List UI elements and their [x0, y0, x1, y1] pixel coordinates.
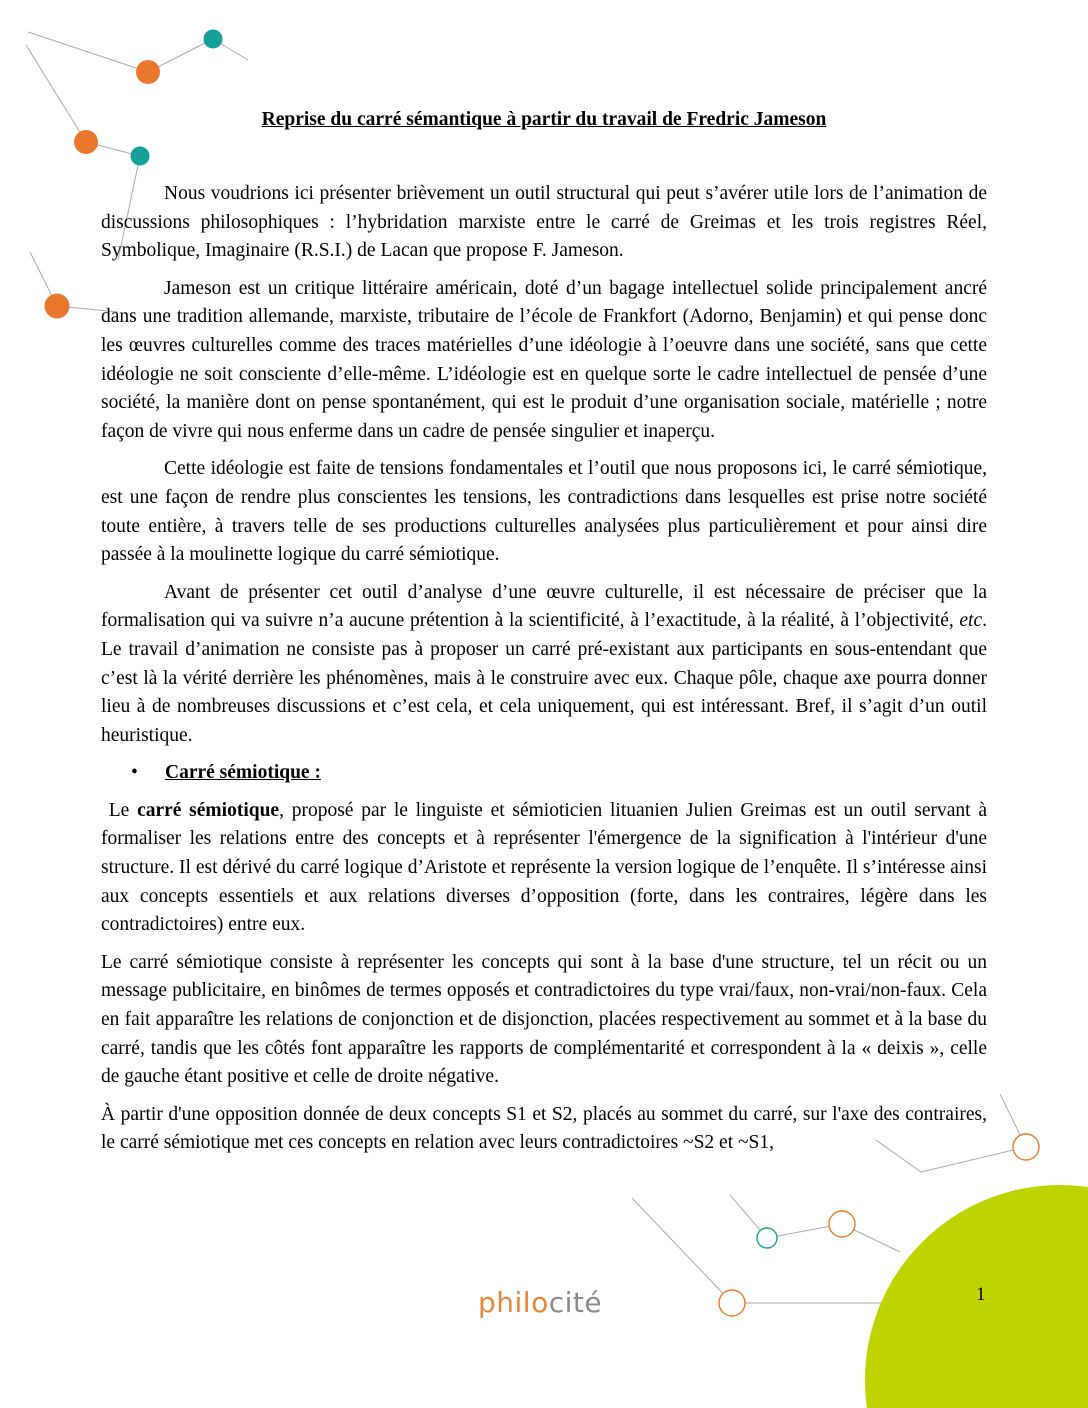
- bullet-icon: •: [131, 762, 138, 784]
- logo-part-cite: cité: [548, 1286, 603, 1319]
- text-run: Le: [108, 799, 138, 821]
- orange-ring-node-icon: [1013, 1134, 1039, 1160]
- section-heading: Carré sémiotique :: [165, 762, 321, 784]
- text-run: , proposé par le linguiste et sémioticien lituanien Julien Greimas est un outil servant à formaliser les relations entre des concepts et à représenter l'émergence de la signification à l'intérieur d'une structure. Il est dérivé du carré logique d’Aristote et représente la version logique de l’enquête. Il s’intéresse ainsi aux concepts essentiels et aux relations diverses d’opposition (forte, dans les contraires, légère dans les contradictoires) entre eux.: [101, 799, 987, 936]
- text-run: Avant de présenter cet outil d’analyse d’une œuvre culturelle, il est nécessaire de préciser que la formalisation qui va suivre n’a aucune prétention à la scientificité, à l’exactitude, à la réalité, à l’objectivité,: [101, 581, 987, 632]
- orange-ring-node-icon: [829, 1211, 855, 1237]
- philocite-logo: [478, 1286, 602, 1319]
- paragraph-definition: [101, 797, 987, 940]
- document-title: Reprise du carré sémantique à partir du travail de Fredric Jameson: [261, 109, 827, 130]
- paragraph-ideologie: Cette idéologie est faite de tensions fondamentales et l’outil que nous proposons ici, le carré sémiotique, est une façon de rendre plus conscientes les tensions, les contradictions dans lesquelles est prise notre société toute entière, à travers telle de ses productions culturelles analysées plus particulièrement et pour ainsi dire passée à la moulinette logique du carré sémiotique.: [101, 458, 987, 566]
- logo-part-philo: philo: [478, 1286, 549, 1319]
- teal-node-icon: [204, 30, 223, 49]
- page-number: 1: [976, 1284, 986, 1305]
- orange-node-icon: [136, 60, 160, 84]
- paragraph-intro: Nous voudrions ici présenter brièvement un outil structural qui peut s’avérer utile lors de l’animation de discussions philosophiques : l’hybridation marxiste entre le carré de Greimas et les trois registres Réel, Symbolique, Imaginaire (R.S.I.) de Lacan que propose F. Jameson.: [101, 183, 987, 262]
- paragraph-opposition: À partir d'une opposition donnée de deux concepts S1 et S2, placés au sommet du carré, sur l'axe des contraires, le carré sémiotique met ces concepts en relation avec leurs contradictoires ~S2 et ~S1,: [101, 1103, 987, 1154]
- text-run: . Le travail d’animation ne consiste pas à proposer un carré pré-existant aux participants en sous-entendant que c’est là la vérité derrière les phénomènes, mais à le construire avec eux. Chaque pôle, chaque axe pourra donner lieu à de nombreuses discussions et c’est cela, et cela uniquement, qui est intéressant. Bref, il s’agit d’un outil heuristique.: [101, 610, 987, 746]
- paragraph-jameson: Jameson est un critique littéraire américain, doté d’un bagage intellectuel solide principalement ancré dans une tradition allemande, marxiste, tributaire de l’école de Frankfort (Adorno, Benjamin) et qui pense donc les œuvres culturelles comme des traces matérielles d’une idéologie à l’oeuvre dans une société, sans que cette idéologie ne soit consciente d’elle-même. L’idéologie est en quelque sorte le cadre intellectuel de pensée d’une société, la manière dont on pense spontanément, qui est le produit d’une organisation sociale, matérielle ; notre façon de vivre qui nous enferme dans un cadre de pensée singulier et inaperçu.: [101, 277, 987, 442]
- paragraph-avertissement: [101, 579, 987, 751]
- italic-text: etc: [959, 610, 983, 632]
- teal-node-icon: [131, 147, 150, 166]
- document-body: [101, 180, 987, 1167]
- orange-node-icon: [45, 294, 70, 319]
- bullet-heading: [101, 759, 987, 788]
- orange-ring-node-icon: [719, 1290, 745, 1316]
- teal-ring-node-icon: [757, 1228, 777, 1248]
- paragraph-representation: Le carré sémiotique consiste à représenter les concepts qui sont à la base d'une structure, tel un récit ou un message publicitaire, en binômes de termes opposés et contradictoires du type vrai/faux, non-vrai/non-faux. Cela en fait apparaître les relations de conjonction et de disjonction, placées respectivement au sommet et à la base du carré, tandis que les côtés font apparaître les rapports de complémentarité et correspondent à la « deixis », celle de gauche étant positive et celle de droite négative.: [101, 951, 987, 1088]
- bold-text: carré sémiotique: [137, 799, 280, 821]
- orange-node-icon: [74, 130, 98, 154]
